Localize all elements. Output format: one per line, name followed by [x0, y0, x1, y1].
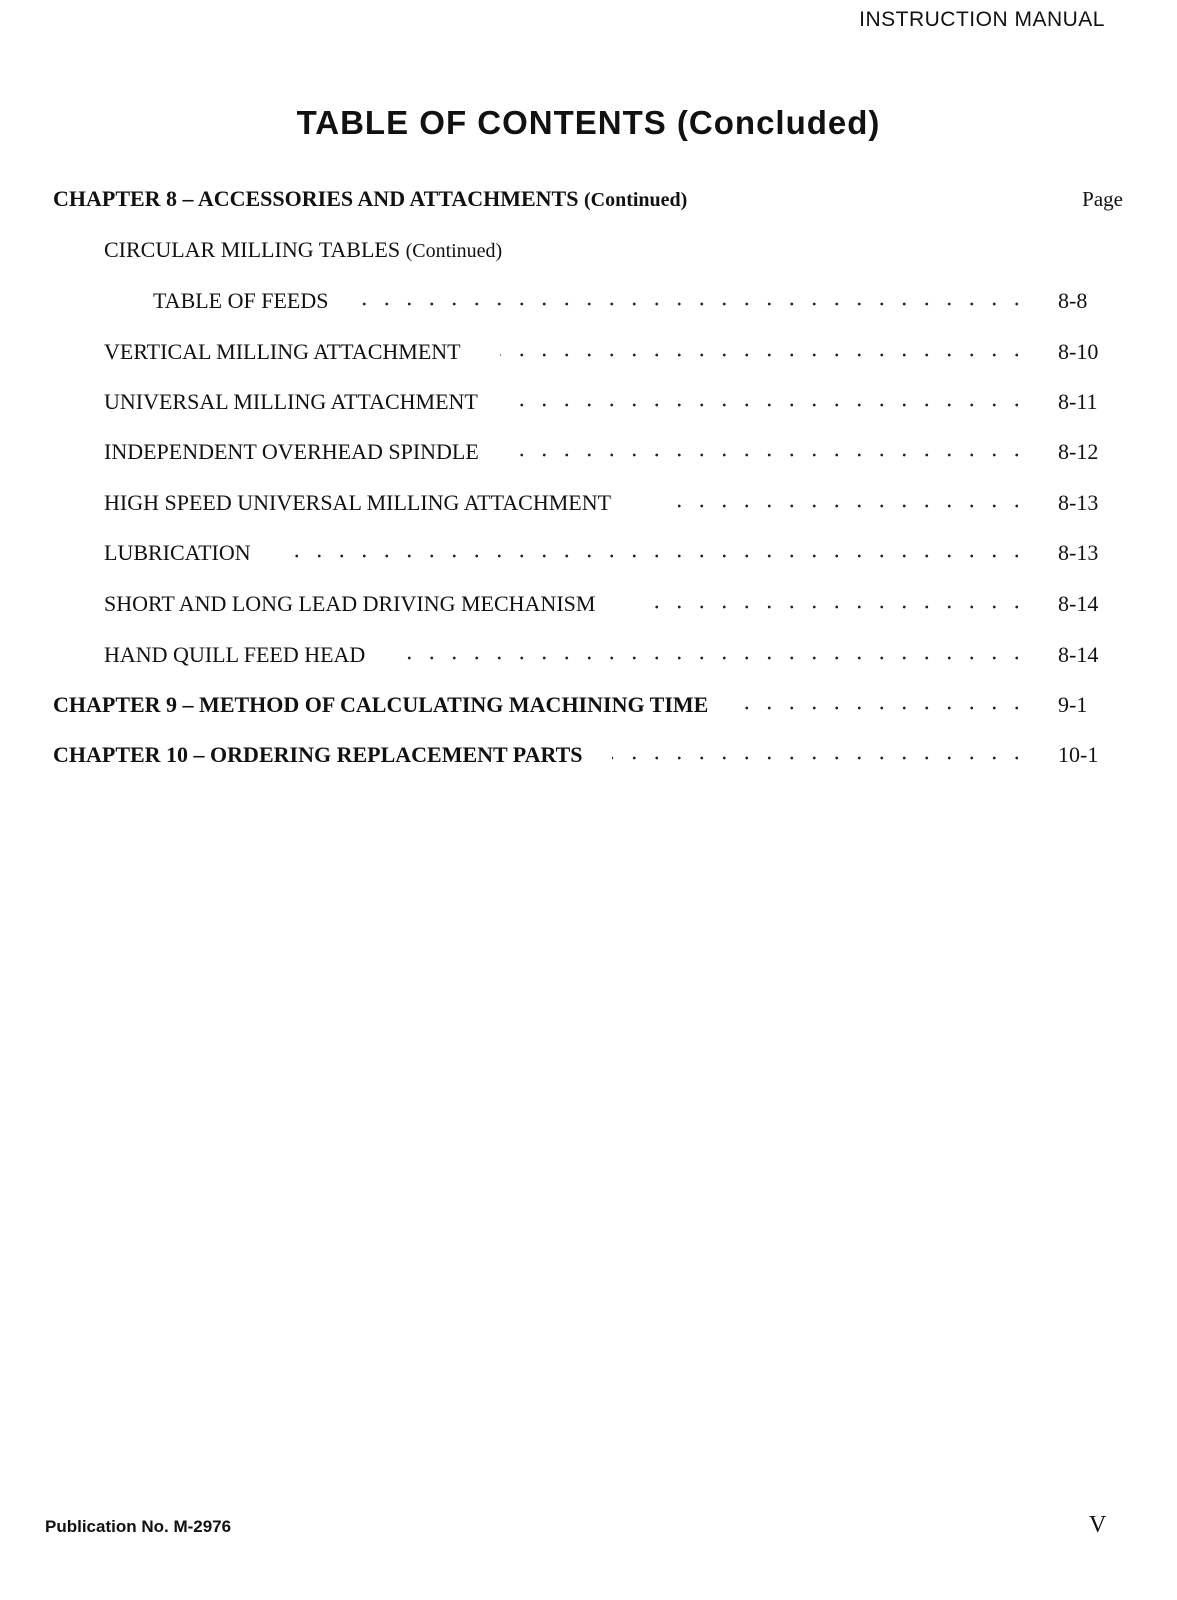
toc-entry-title: CHAPTER 9 – METHOD OF CALCULATING MACHINING TIME: [53, 692, 709, 717]
chapter-8-heading-suffix: (Continued): [583, 189, 688, 211]
toc-entry-page: 9-1: [1058, 692, 1088, 717]
toc-entry-chapter-9[interactable]: [0, 692, 1123, 722]
toc-entry-page: 8-11: [1058, 389, 1098, 414]
toc-entry-page: 8-10: [1058, 339, 1099, 364]
toc-entry-title: INDEPENDENT OVERHEAD SPINDLE: [104, 439, 479, 464]
toc-entry-vertical-milling-attachment[interactable]: [0, 339, 1123, 369]
toc-entry-page: 8-14: [1058, 642, 1099, 667]
toc-entry-page: 8-14: [1058, 591, 1099, 616]
toc-entry-title: UNIVERSAL MILLING ATTACHMENT: [104, 389, 478, 414]
dot-leader: [735, 706, 1028, 710]
dot-leader: [285, 554, 1028, 558]
toc-entry-title: CHAPTER 10 – ORDERING REPLACEMENT PARTS: [53, 742, 583, 767]
section-heading-circular-milling-tables: [104, 237, 502, 263]
dot-leader: [400, 656, 1028, 660]
dot-leader: [662, 504, 1028, 508]
toc-entry-page: 8-12: [1058, 439, 1099, 464]
page-column-label: Page: [1082, 187, 1123, 211]
toc-entry-page: 10-1: [1058, 742, 1099, 767]
toc-entry-short-and-long-lead-driving-mechanism[interactable]: [0, 591, 1123, 621]
dot-leader: [612, 756, 1028, 760]
toc-entry-title: VERTICAL MILLING ATTACHMENT: [104, 339, 461, 364]
toc-entry-chapter-10[interactable]: [0, 742, 1123, 772]
toc-entry-title: HAND QUILL FEED HEAD: [104, 642, 366, 667]
page-number: V: [1089, 1512, 1107, 1538]
manual-header-label: INSTRUCTION MANUAL: [859, 8, 1105, 31]
toc-entry-hand-quill-feed-head[interactable]: [0, 642, 1123, 672]
toc-entry-universal-milling-attachment[interactable]: [0, 389, 1123, 419]
chapter-8-heading: [53, 186, 687, 212]
toc-entry-page: 8-13: [1058, 540, 1099, 565]
toc-entry-title: SHORT AND LONG LEAD DRIVING MECHANISM: [104, 591, 596, 616]
toc-entry-title: LUBRICATION: [104, 540, 251, 565]
publication-number: Publication No. M-2976: [45, 1517, 232, 1536]
toc-entry-lubrication[interactable]: [0, 540, 1123, 570]
toc-entry-title: HIGH SPEED UNIVERSAL MILLING ATTACHMENT: [104, 490, 612, 515]
toc-entry-page: 8-8: [1058, 288, 1088, 313]
dot-leader: [500, 353, 1028, 357]
section-heading-text: CIRCULAR MILLING TABLES: [104, 237, 401, 262]
dot-leader: [515, 453, 1028, 457]
toc-entry-title: TABLE OF FEEDS: [153, 288, 329, 313]
toc-entry-table-of-feeds[interactable]: [0, 288, 1123, 318]
section-heading-suffix: (Continued): [405, 240, 503, 262]
toc-entry-page: 8-13: [1058, 490, 1099, 515]
toc-entry-high-speed-universal-milling-attachment[interactable]: [0, 490, 1123, 520]
page-title: TABLE OF CONTENTS (Concluded): [296, 104, 881, 141]
dot-leader: [360, 302, 1028, 306]
chapter-8-heading-text: CHAPTER 8 – ACCESSORIES AND ATTACHMENTS: [53, 186, 579, 211]
toc-entry-independent-overhead-spindle[interactable]: [0, 439, 1123, 469]
dot-leader: [640, 605, 1028, 609]
dot-leader: [520, 403, 1028, 407]
toc-chapter-heading-row: [53, 186, 1123, 212]
